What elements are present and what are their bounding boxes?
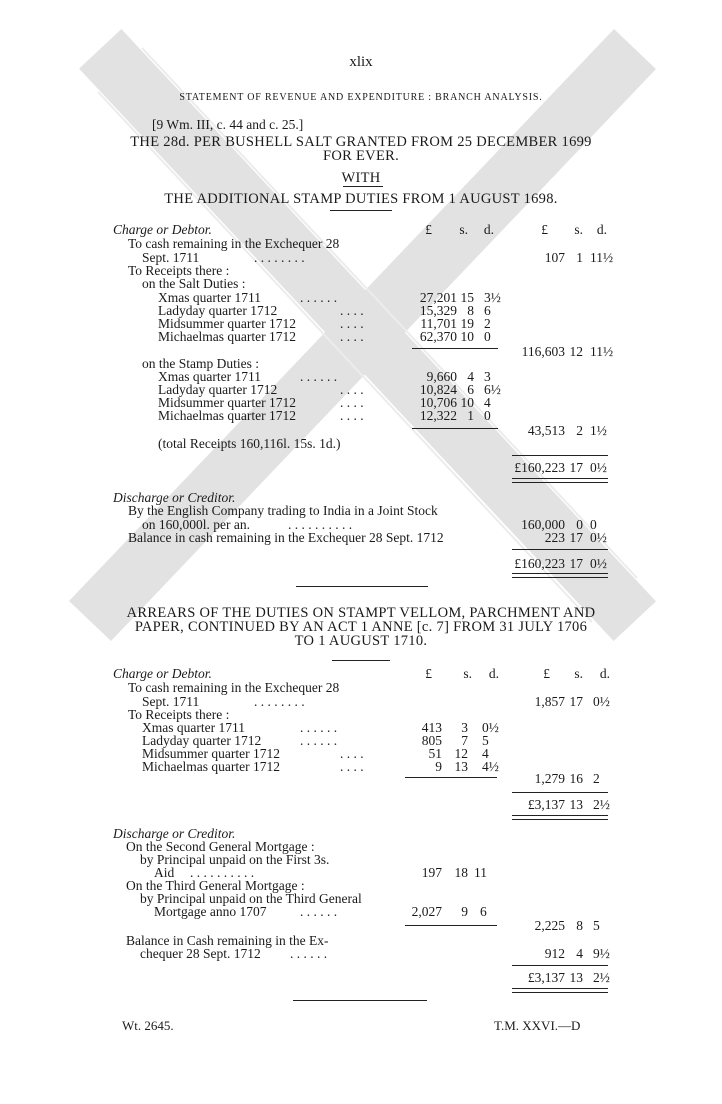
leader-dots: . . . . [340, 303, 364, 318]
amount-pence: 5 [482, 733, 489, 748]
amount-pence: 6 [484, 303, 491, 318]
running-head: STATEMENT OF REVENUE AND EXPENDITURE : BRANCH ANALYSIS. [179, 92, 543, 103]
amount-pounds: £160,223 [514, 556, 565, 571]
leader-dots: . . . . [340, 329, 364, 344]
mortgage-line: Mortgage anno 1707 [154, 904, 267, 919]
amount-pounds: 11,701 [420, 316, 457, 331]
amount-shillings: 19 [460, 316, 474, 331]
discharge-line: on 160,000l. per an. [142, 517, 250, 532]
statute-reference: [9 Wm. III, c. 44 and c. 25.] [152, 117, 304, 132]
amount-shillings: 15 [460, 290, 474, 305]
receipt-row-label: Midsummer quarter 1712 [142, 746, 280, 761]
section2-title-line3: TO 1 AUGUST 1710. [294, 633, 428, 649]
leader-dots: . . . . . . . . [254, 250, 305, 265]
amount-shillings: 18 [454, 865, 468, 880]
amount-pence: 11½ [590, 250, 614, 265]
amount-pounds: 116,603 [521, 344, 565, 359]
leader-dots: . . . . [340, 316, 364, 331]
discharge-line: Balance in cash remaining in the Exchequer 28 Sept. 1712 [128, 530, 444, 545]
amount-pence: 9½ [593, 946, 610, 961]
leader-dots: . . . . [340, 382, 364, 397]
amount-shillings: 10 [460, 329, 474, 344]
mortgage-heading: On the Second General Mortgage : [126, 839, 315, 854]
leader-dots: . . . . . . [290, 946, 328, 961]
amount-shillings: 10 [460, 395, 474, 410]
amount-shillings: 12 [569, 344, 583, 359]
receipts-label: To Receipts there : [128, 263, 230, 278]
salt-row-label: Xmas quarter 1711 [158, 290, 261, 305]
section1-title-line3: THE ADDITIONAL STAMP DUTIES FROM 1 AUGUST 1698. [164, 191, 558, 207]
mortgage-line: by Principal unpaid on the Third General [140, 891, 362, 906]
col-head: s. [459, 222, 468, 237]
amount-pounds: 27,201 [419, 290, 457, 305]
amount-shillings: 9 [461, 904, 468, 919]
discharge-line: By the English Company trading to India in a Joint Stock [128, 503, 438, 518]
leader-dots: . . . . [340, 408, 364, 423]
salt-row-label: Michaelmas quarter 1712 [158, 329, 296, 344]
leader-dots: . . . . . . [300, 733, 338, 748]
amount-shillings: 17 [569, 530, 583, 545]
amount-pence: 6½ [484, 382, 501, 397]
amount-pounds: 12,322 [419, 408, 457, 423]
charge-label: Charge or Debtor. [113, 666, 212, 681]
leader-dots: . . . . . . . . . . [190, 865, 255, 880]
discharge-label: Discharge or Creditor. [113, 826, 236, 841]
col-head: d. [599, 666, 610, 681]
amount-pence: 2 [484, 316, 491, 331]
page-number: xlix [349, 54, 373, 70]
amount-pence: 5 [593, 918, 600, 933]
amount-pounds: 15,329 [419, 303, 457, 318]
leader-dots: . . . . . . [300, 720, 338, 735]
amount-pounds: 413 [421, 720, 442, 735]
amount-shillings: 13 [569, 797, 583, 812]
amount-shillings: 17 [569, 556, 583, 571]
salt-duties-label: on the Salt Duties : [142, 276, 246, 291]
amount-pounds: 912 [544, 946, 565, 961]
balance-line: chequer 28 Sept. 1712 [140, 946, 261, 961]
amount-pounds: 223 [544, 530, 565, 545]
mortgage-line: Aid [154, 865, 175, 880]
col-head: d. [483, 222, 494, 237]
balance-line: Balance in Cash remaining in the Ex- [126, 933, 329, 948]
amount-pence: 0½ [590, 530, 607, 545]
receipt-row-label: Xmas quarter 1711 [142, 720, 245, 735]
amount-shillings: 4 [576, 946, 583, 961]
amount-pence: 11 [474, 865, 487, 880]
section2-title-line1: ARREARS OF THE DUTIES ON STAMPT VELLOM, PARCHMENT AND [126, 605, 596, 621]
amount-pence: 11½ [590, 344, 614, 359]
amount-pounds: 805 [421, 733, 442, 748]
amount-shillings: 0 [576, 517, 583, 532]
amount-pounds: 9 [435, 759, 442, 774]
amount-pounds: 1,857 [534, 694, 565, 709]
amount-shillings: 17 [569, 694, 583, 709]
amount-shillings: 13 [454, 759, 468, 774]
amount-pounds: 10,706 [419, 395, 457, 410]
amount-pounds: 51 [428, 746, 442, 761]
amount-pounds: £160,223 [514, 460, 565, 475]
amount-pounds: £3,137 [527, 970, 565, 985]
amount-pence: 3½ [484, 290, 501, 305]
section1-title-line1: THE 28d. PER BUSHELL SALT GRANTED FROM 25 DECEMBER 1699 [130, 134, 592, 150]
stamp-row-label: Michaelmas quarter 1712 [158, 408, 296, 423]
cash-line2: Sept. 1711 [142, 694, 200, 709]
col-head: s. [574, 666, 583, 681]
col-head: £ [543, 666, 550, 681]
leader-dots: . . . . . . [300, 904, 338, 919]
amount-pence: 2½ [593, 970, 610, 985]
mortgage-line: by Principal unpaid on the First 3s. [140, 852, 330, 867]
col-head: s. [463, 666, 472, 681]
amount-pounds: 1,279 [534, 771, 565, 786]
section2-title-line2: PAPER, CONTINUED BY AN ACT 1 ANNE [c. 7] FROM 31 JULY 1706 [134, 619, 588, 635]
leader-dots: . . . . [340, 759, 364, 774]
amount-pence: 0½ [482, 720, 499, 735]
amount-shillings: 8 [467, 303, 474, 318]
amount-pence: 0 [590, 517, 597, 532]
amount-pence: 0½ [590, 460, 607, 475]
discharge-label: Discharge or Creditor. [113, 490, 236, 505]
amount-pence: 2 [593, 771, 600, 786]
amount-pounds: 2,027 [411, 904, 442, 919]
col-head: £ [425, 222, 432, 237]
cash-line1: To cash remaining in the Exchequer 28 [128, 236, 340, 251]
amount-shillings: 8 [576, 918, 583, 933]
col-head: d. [488, 666, 499, 681]
stamp-duties-label: on the Stamp Duties : [142, 356, 259, 371]
receipts-label: To Receipts there : [128, 707, 230, 722]
salt-row-label: Midsummer quarter 1712 [158, 316, 296, 331]
amount-pence: 4 [482, 746, 489, 761]
amount-shillings: 4 [467, 369, 474, 384]
amount-pence: 2½ [593, 797, 610, 812]
amount-pence: 0 [484, 408, 491, 423]
cash-line1: To cash remaining in the Exchequer 28 [128, 680, 340, 695]
col-head: £ [425, 666, 432, 681]
amount-pence: 4½ [482, 759, 499, 774]
amount-pence: 0½ [593, 694, 610, 709]
amount-shillings: 1 [576, 250, 583, 265]
amount-pounds: 9,660 [426, 369, 457, 384]
footer-left: Wt. 2645. [122, 1018, 174, 1033]
amount-pence: 4 [484, 395, 491, 410]
section1-title-line2: FOR EVER. [322, 148, 399, 164]
mortgage-heading: On the Third General Mortgage : [126, 878, 305, 893]
receipt-row-label: Michaelmas quarter 1712 [142, 759, 280, 774]
amount-pence: 1½ [590, 423, 607, 438]
cash-line2: Sept. 1711 [142, 250, 200, 265]
stamp-row-label: Xmas quarter 1711 [158, 369, 261, 384]
amount-pounds: 10,824 [419, 382, 457, 397]
amount-pence: 6 [480, 904, 487, 919]
amount-pounds: 62,370 [419, 329, 457, 344]
amount-shillings: 13 [569, 970, 583, 985]
salt-row-label: Ladyday quarter 1712 [158, 303, 278, 318]
amount-shillings: 17 [569, 460, 583, 475]
amount-shillings: 3 [461, 720, 468, 735]
leader-dots: . . . . [340, 746, 364, 761]
stamp-row-label: Midsummer quarter 1712 [158, 395, 296, 410]
amount-shillings: 2 [576, 423, 583, 438]
leader-dots: . . . . . . . . . . [288, 517, 353, 532]
amount-pence: 0½ [590, 556, 607, 571]
leader-dots: . . . . . . [300, 369, 338, 384]
charge-label: Charge or Debtor. [113, 222, 212, 237]
amount-pence: 3 [484, 369, 491, 384]
amount-pounds: 43,513 [527, 423, 565, 438]
footer-right: T.M. XXVI.—D [494, 1018, 581, 1033]
amount-pounds: 107 [544, 250, 565, 265]
stamp-row-label: Ladyday quarter 1712 [158, 382, 278, 397]
total-receipts-note: (total Receipts 160,116l. 15s. 1d.) [158, 436, 341, 451]
leader-dots: . . . . . . [300, 290, 338, 305]
col-head: s. [574, 222, 583, 237]
amount-pounds: 160,000 [521, 517, 565, 532]
leader-dots: . . . . [340, 395, 364, 410]
amount-shillings: 1 [467, 408, 474, 423]
amount-pounds: 2,225 [534, 918, 565, 933]
amount-pounds: £3,137 [527, 797, 565, 812]
amount-shillings: 16 [569, 771, 583, 786]
leader-dots: . . . . . . . . [254, 694, 305, 709]
amount-shillings: 7 [461, 733, 468, 748]
amount-shillings: 6 [467, 382, 474, 397]
receipt-row-label: Ladyday quarter 1712 [142, 733, 262, 748]
amount-pence: 0 [484, 329, 491, 344]
amount-pounds: 197 [421, 865, 442, 880]
amount-shillings: 12 [454, 746, 468, 761]
section1-with: WITH [341, 170, 381, 186]
col-head: £ [541, 222, 548, 237]
col-head: d. [596, 222, 607, 237]
